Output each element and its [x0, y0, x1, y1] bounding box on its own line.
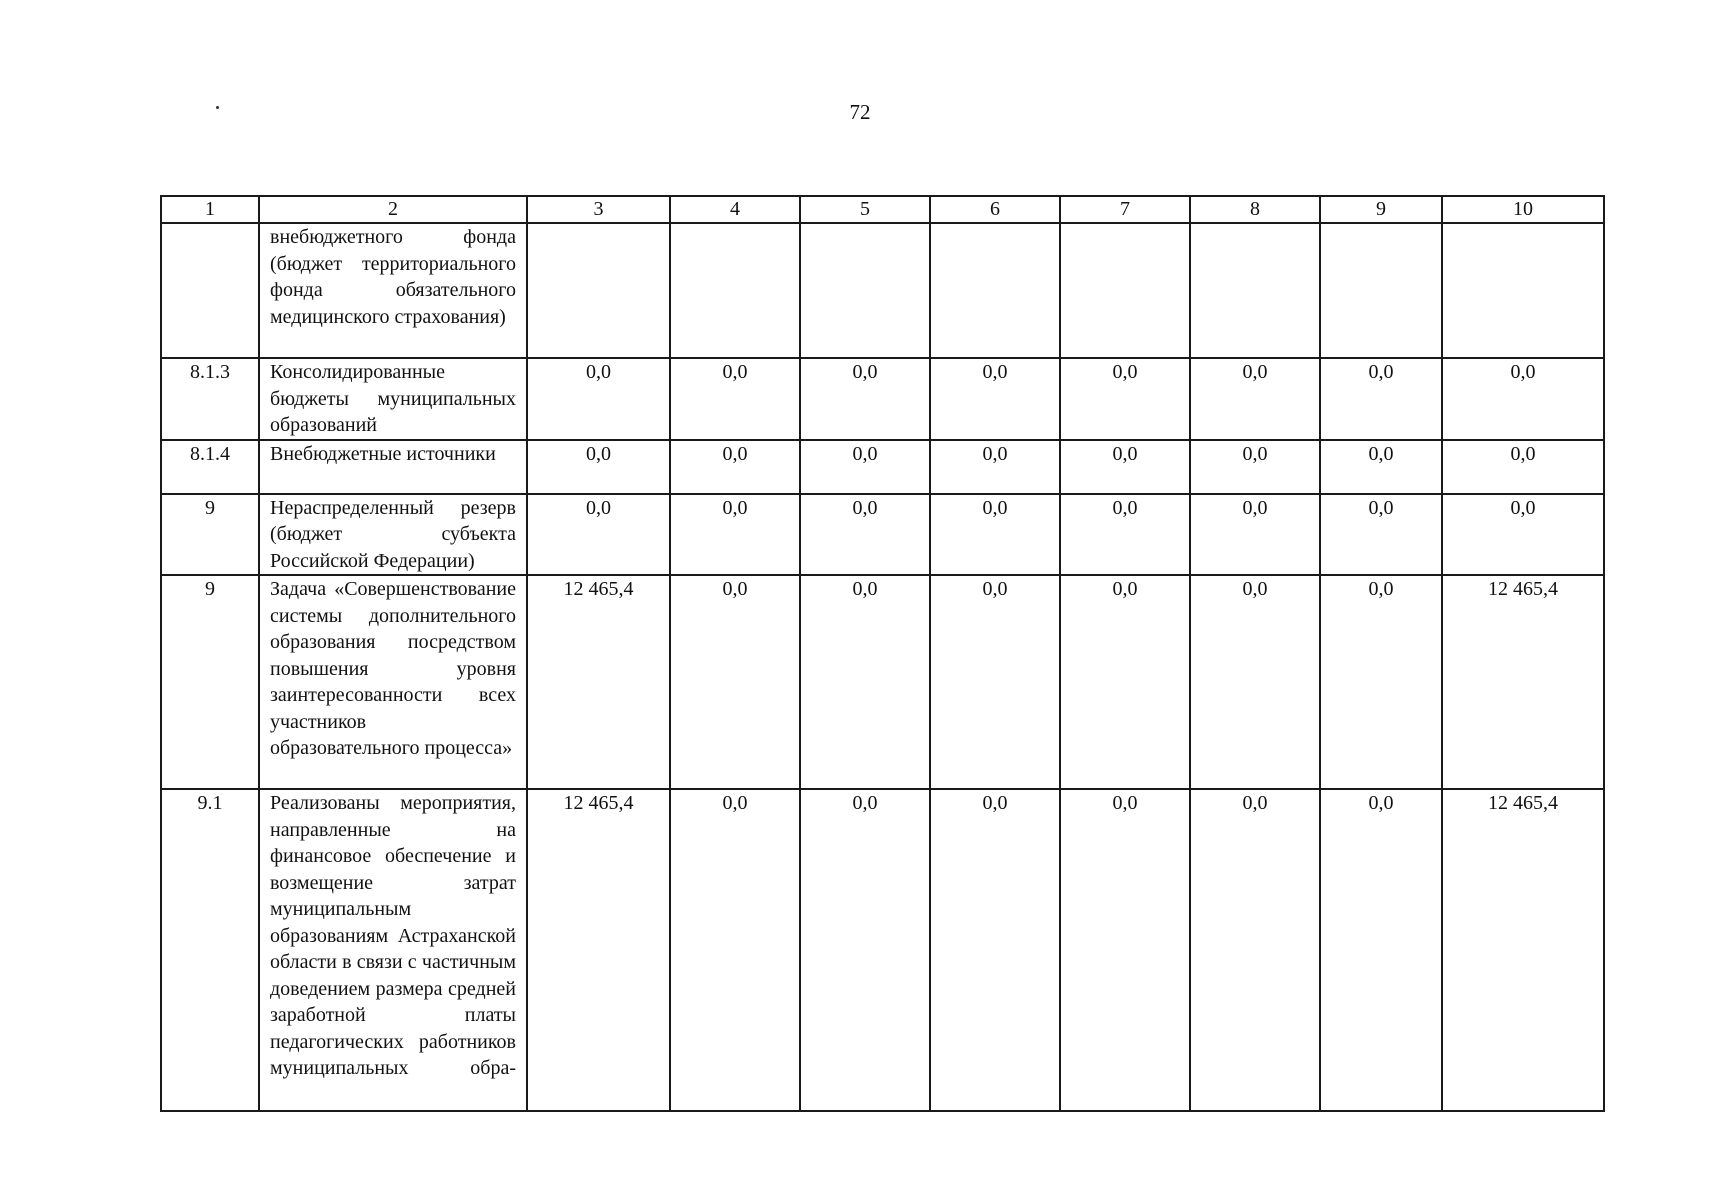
- table-cell: 0,0: [1060, 789, 1190, 1111]
- table-cell: 0,0: [800, 494, 930, 576]
- table-cell: 0,0: [1060, 440, 1190, 494]
- table-row: [161, 223, 1604, 358]
- column-header: 10: [1442, 196, 1604, 223]
- table-cell: 0,0: [1442, 494, 1604, 576]
- table-cell: [800, 223, 930, 358]
- table-cell: 0,0: [1442, 440, 1604, 494]
- table-cell: 0,0: [930, 575, 1060, 789]
- table-cell: 12 465,4: [527, 789, 670, 1111]
- table-cell: 0,0: [800, 358, 930, 440]
- column-header: 9: [1320, 196, 1442, 223]
- table-cell: 0,0: [670, 440, 800, 494]
- table-cell: [1060, 223, 1190, 358]
- budget-table: [160, 195, 1605, 1112]
- row-code: 8.1.3: [161, 358, 259, 440]
- table-row: [161, 789, 1604, 1111]
- row-code: 9: [161, 494, 259, 576]
- table-cell: [1190, 223, 1320, 358]
- row-description: Консолидированные бюджеты муниципальных образований: [259, 358, 527, 440]
- table-cell: 0,0: [670, 789, 800, 1111]
- column-header: 2: [259, 196, 527, 223]
- table-cell: 0,0: [670, 494, 800, 576]
- table-cell: 0,0: [1320, 358, 1442, 440]
- table-cell: 0,0: [1320, 575, 1442, 789]
- table-cell: 0,0: [1190, 358, 1320, 440]
- table-header-row: [161, 196, 1604, 223]
- table-cell: 0,0: [527, 440, 670, 494]
- row-description: Внебюджетные источники: [259, 440, 527, 494]
- table-cell: 0,0: [1320, 494, 1442, 576]
- row-code: 9: [161, 575, 259, 789]
- table-cell: 0,0: [670, 575, 800, 789]
- table-cell: 12 465,4: [527, 575, 670, 789]
- table-cell: 0,0: [930, 789, 1060, 1111]
- table-cell: 0,0: [930, 358, 1060, 440]
- table-cell: 0,0: [1190, 789, 1320, 1111]
- table-cell: [1320, 223, 1442, 358]
- table-cell: 0,0: [800, 575, 930, 789]
- table-cell: [527, 223, 670, 358]
- table-cell: 0,0: [670, 358, 800, 440]
- table-cell: [670, 223, 800, 358]
- table-cell: 12 465,4: [1442, 575, 1604, 789]
- table-cell: 0,0: [800, 440, 930, 494]
- row-description: Задача «Совершенствование системы дополнительного образования посредством повышения уровня заинтересованности всех участников образовательного процесса»: [259, 575, 527, 789]
- row-description: Нераспределенный резерв (бюджет субъекта Российской Федерации): [259, 494, 527, 576]
- row-description: внебюджетного фонда (бюджет территориального фонда обязательного медицинского страхования): [259, 223, 527, 358]
- table-cell: 12 465,4: [1442, 789, 1604, 1111]
- row-description: Реализованы мероприятия, направленные на финансовое обеспечение и возмещение затрат муниципальным образованиям Астраханской области в связи с частичным доведением размера средней заработной платы педагогических работников муниципальных обра-: [259, 789, 527, 1111]
- table-cell: [930, 223, 1060, 358]
- table-cell: 0,0: [1060, 575, 1190, 789]
- column-header: 3: [527, 196, 670, 223]
- table-row: [161, 575, 1604, 789]
- column-header: 5: [800, 196, 930, 223]
- table-cell: 0,0: [1190, 440, 1320, 494]
- table-cell: 0,0: [930, 440, 1060, 494]
- scan-speck: [216, 106, 219, 109]
- row-code: 9.1: [161, 789, 259, 1111]
- table-row: [161, 440, 1604, 494]
- column-header: 1: [161, 196, 259, 223]
- row-code: [161, 223, 259, 358]
- table-cell: 0,0: [800, 789, 930, 1111]
- column-header: 6: [930, 196, 1060, 223]
- table-cell: 0,0: [1060, 358, 1190, 440]
- table-cell: 0,0: [527, 358, 670, 440]
- table-cell: 0,0: [1320, 440, 1442, 494]
- row-code: 8.1.4: [161, 440, 259, 494]
- table-row: [161, 494, 1604, 576]
- table-cell: 0,0: [1320, 789, 1442, 1111]
- table-cell: 0,0: [527, 494, 670, 576]
- table-cell: 0,0: [1190, 575, 1320, 789]
- table-row: [161, 358, 1604, 440]
- table-cell: 0,0: [930, 494, 1060, 576]
- page-number: 72: [849, 100, 871, 124]
- table-cell: 0,0: [1060, 494, 1190, 576]
- table-cell: 0,0: [1442, 358, 1604, 440]
- column-header: 7: [1060, 196, 1190, 223]
- column-header: 4: [670, 196, 800, 223]
- column-header: 8: [1190, 196, 1320, 223]
- table-cell: [1442, 223, 1604, 358]
- table-cell: 0,0: [1190, 494, 1320, 576]
